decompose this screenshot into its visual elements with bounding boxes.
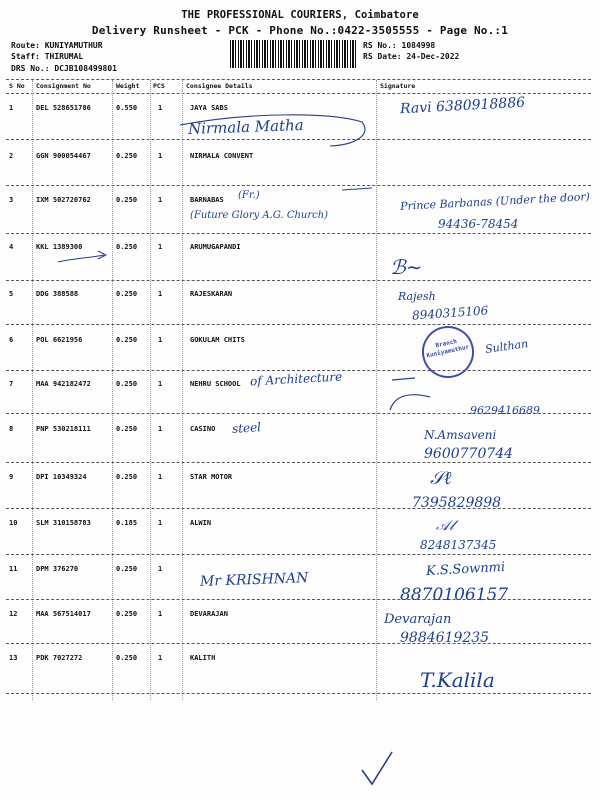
rs-date: RS Date: 24-Dec-2022 [363,52,460,61]
row-serial-number: 7 [9,380,14,388]
drs-number: DRS No.: DCJB108499801 [11,64,117,73]
col-header-weight: Weight [116,82,140,90]
row-weight: 0.250 [116,425,138,433]
ink-arrow-stroke [58,255,104,262]
handwritten-consignee-note: steel [231,420,262,436]
row-pieces: 1 [158,104,163,112]
row-consignment-number: POL 6621956 [36,336,83,344]
handwritten-phone: 9884619235 [400,630,490,646]
row-pieces: 1 [158,519,163,527]
handwritten-signature: Prince Barbanas (Under the door) [399,190,591,213]
row-weight: 0.250 [116,473,138,481]
row-pieces: 1 [158,196,163,204]
ink-dash-stroke [392,378,415,380]
row-pieces: 1 [158,654,163,662]
row-consignment-number: DDG 388588 [36,290,79,298]
row-consignee: NEHRU SCHOOL [190,380,241,388]
handwritten-signature: K.S.Sownmi [425,559,506,580]
col-header-sno: S No [9,82,25,90]
handwritten-signature-scrawl: 𝒮ℓ [430,468,452,489]
handwritten-signature: Ravi 6380918886 [399,94,526,118]
row-consignee: ALWIN [190,519,212,527]
handwritten-phone: 8248137345 [420,538,497,552]
col-header-consignee: Consignee Details [186,82,253,90]
row-pieces: 1 [158,336,163,344]
row-consignee: BARNABAS [190,196,224,204]
ink-underline-stroke [342,188,372,190]
handwritten-phone: 8940315106 [411,303,489,323]
handwritten-phone: 8870106157 [400,585,509,605]
row-consignee: CASINO [190,425,216,433]
row-serial-number: 10 [9,519,18,527]
row-weight: 0.250 [116,654,138,662]
row-serial-number: 2 [9,152,14,160]
row-consignment-number: GGN 900054467 [36,152,91,160]
route-label: Route: KUNIYAMUTHUR [11,41,103,50]
handwritten-signature-scrawl: ℬ∼ [390,255,423,279]
row-weight: 0.250 [116,243,138,251]
row-consignee: STAR MOTOR [190,473,233,481]
row-weight: 0.550 [116,104,138,112]
row-consignment-number: DEL 528651786 [36,104,91,112]
handwritten-consignee-note: of Architecture [249,369,343,389]
row-weight: 0.250 [116,196,138,204]
rs-number: RS No.: 1084998 [363,41,436,50]
handwritten-phone: 7395829898 [412,495,502,511]
row-consignment-number: DPI 10349324 [36,473,87,481]
row-consignment-number: SLM 310158783 [36,519,91,527]
row-weight: 0.250 [116,610,138,618]
row-consignee: GOKULAM CHITS [190,336,245,344]
row-consignee: ARUMUGAPANDI [190,243,241,251]
ink-bracket-stroke [180,115,365,146]
row-serial-number: 12 [9,610,18,618]
ink-check-mark [362,752,392,784]
row-consignee: DEVARAJAN [190,610,228,618]
row-consignee: NIRMALA CONVENT [190,152,254,160]
handwritten-signature: N.Amsaveni [424,428,497,442]
row-pieces: 1 [158,473,163,481]
row-weight: 0.250 [116,380,138,388]
row-consignment-number: KKL 1389300 [36,243,83,251]
handwritten-phone: 9600770744 [424,446,514,462]
handwritten-signature-scrawl: 𝒜𝓁 [436,518,454,534]
row-serial-number: 13 [9,654,18,662]
handwritten-consignee-note: (Future Glory A.G. Church) [190,210,329,221]
row-consignment-number: MAA 942182472 [36,380,91,388]
row-consignment-number: IXM 502720762 [36,196,91,204]
row-weight: 0.250 [116,565,138,573]
handwritten-phone: 94436-78454 [438,217,519,231]
row-consignment-number: PNP 530218111 [36,425,91,433]
row-weight: 0.250 [116,290,138,298]
row-consignee: RAJESKARAN [190,290,233,298]
col-header-consignment: Consignment No [36,82,91,90]
row-serial-number: 6 [9,336,14,344]
col-header-pcs: PCS [153,82,165,90]
row-consignee: JAYA SABS [190,104,228,112]
company-stamp: Branch Kuniyamuthur [417,321,479,383]
row-pieces: 1 [158,565,163,573]
handwritten-consignee-note: Mr KRISHNAN [199,570,309,590]
row-weight: 0.250 [116,336,138,344]
ink-scribble-stroke [390,395,430,410]
row-pieces: 1 [158,290,163,298]
row-serial-number: 3 [9,196,14,204]
row-pieces: 1 [158,380,163,388]
row-weight: 0.185 [116,519,138,527]
staff-label: Staff: THIRUMAL [11,52,84,61]
row-serial-number: 8 [9,425,14,433]
row-consignment-number: DPM 376270 [36,565,79,573]
row-consignment-number: MAA 567514017 [36,610,91,618]
col-header-signature: Signature [380,82,416,90]
row-serial-number: 4 [9,243,14,251]
row-pieces: 1 [158,243,163,251]
company-title: THE PROFESSIONAL COURIERS, Coimbatore [181,9,419,21]
handwritten-consignee-note: Nirmala Matha [187,115,304,139]
row-pieces: 1 [158,425,163,433]
handwritten-signature: Devarajan [384,612,452,627]
row-serial-number: 9 [9,473,14,481]
row-consignee: KALITH [190,654,216,662]
row-consignment-number: PDK 7027272 [36,654,83,662]
row-pieces: 1 [158,610,163,618]
handwritten-consignee-note: (Fr.) [238,190,260,201]
handwritten-signature: Sulthan [484,337,529,356]
row-pieces: 1 [158,152,163,160]
runsheet-subtitle: Delivery Runsheet - PCK - Phone No.:0422-3505555 - Page No.:1 [91,24,509,37]
handwritten-signature: T.Kalila [420,668,495,692]
row-weight: 0.250 [116,152,138,160]
row-serial-number: 1 [9,104,14,112]
handwritten-signature: Rajesh [398,290,436,303]
handwritten-phone: 9629416689 [470,404,540,417]
row-serial-number: 5 [9,290,14,298]
row-serial-number: 11 [9,565,18,573]
